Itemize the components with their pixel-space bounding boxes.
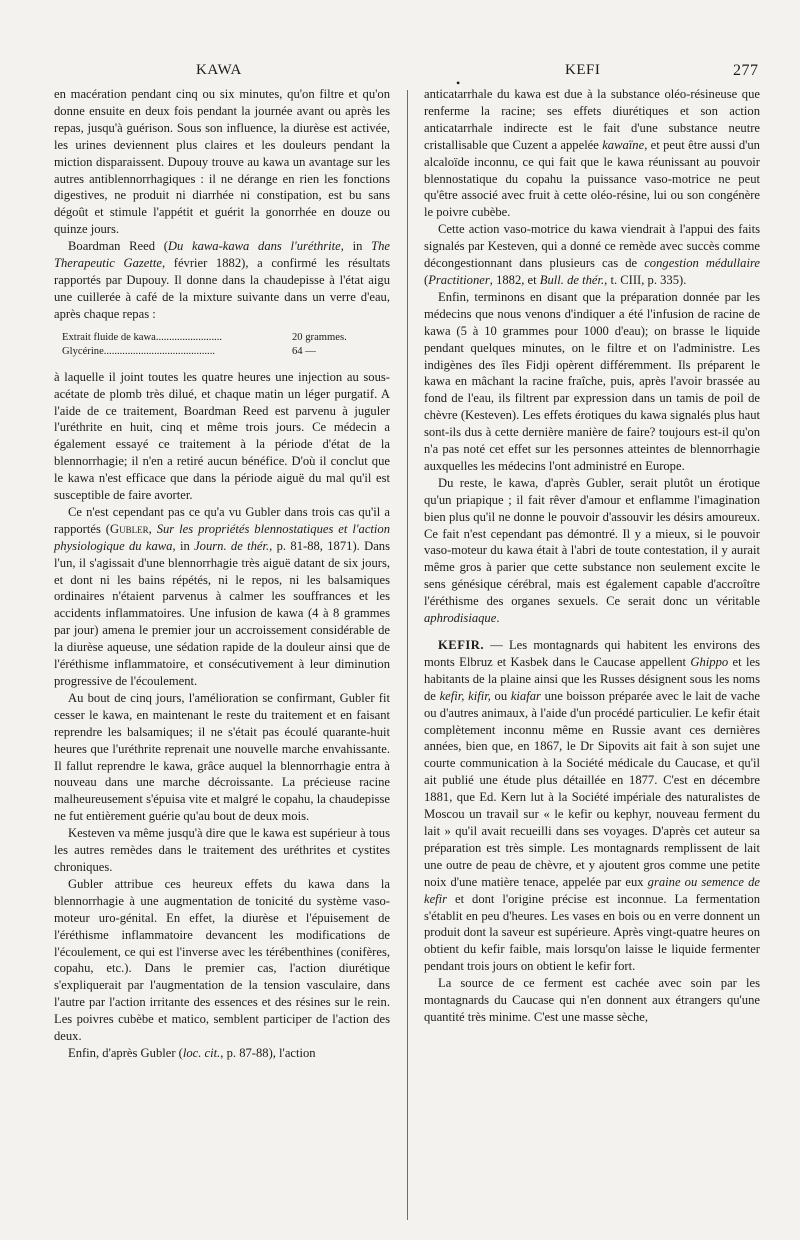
kefir-entry: KEFIR. — Les montagnards qui habitent les environs des monts Elbruz et Kasbek dans le Caucase appellent Ghippo et les habitants de la plaine ainsi que les Russes désignent sous les noms de kefir, kifir, ou kiafar une boisson préparée avec le lait de vache ou d'autres animaux, à l'aide d'un procédé particulier. Le kefir était complètement inconnu même en Russie avant ces dernières années, bien que, en 1867, le Dr Sipovits ait fait à son sujet une courte communication à la Société médicale du Caucase, et qu'il ait publié une étude plus détaillée en 1877. C'est en décembre 1881, que Ed. Kern lut à la Société impériale des naturalistes de Moscou un travail sur « le kefir ou kephyr, nouveau ferment du lait » qu'il avait recueilli dans ses voyages. D'après cet auteur sa préparation est très simple. Les montagnards remplissent de lait une outre de peau de chèvre, et y ajoutent gros comme une petite noix d'une matière tenace, appelée par eux graine ou semence de kefir et dont l'origine précise est inconnue. La fermentation s'établit en peu d'heures. Les vases en bois ou en verre donnent un produit dont la saveur est supérieure. Après vingt-quatre heures on obtient du kefir faible, mais lorsqu'on laisse le liquide fermenter pendant trois jours on obtient le kefir fort. xyxy=(424,638,760,974)
paragraph: Cette action vaso-motrice du kawa viendrait à l'appui des faits signalés par Kesteven, qui a donné ce remède avec succès comme décongestionnant dans plusieurs cas de congestion médullaire (Practitioner, 1882, et Bull. de thér., t. CIII, p. 335). xyxy=(424,222,760,287)
paragraph: Kesteven va même jusqu'à dire que le kawa est supérieur à tous les autres remèdes dans le traitement des uréthrites et cystites chroniques. xyxy=(54,826,390,874)
right-column xyxy=(424,86,760,1026)
paragraph: Au bout de cinq jours, l'amélioration se confirmant, Gubler fit cesser le kawa, en maintenant le reste du traitement et en faisant reprendre les balsamiques; il ne s'était pas écoulé quarante-huit heures que l'uréthrite reprenait une nouvelle marche envahissante. Il fallut reprendre le kawa, grâce auquel la blennorrhagie entra à nouveau dans une marche décroissante. La précieuse racine malheureusement s'épuisa vite et malgré le copahu, la chaudepisse ne fut entièrement guérie qu'au bout de deux mois. xyxy=(54,690,390,824)
formula-item: Glycérine.......................................... xyxy=(62,345,215,357)
formula-item: Extrait fluide de kawa......................... xyxy=(62,331,223,343)
paragraph: Enfin, d'après Gubler (loc. cit., p. 87-88), l'action xyxy=(68,1045,316,1060)
paragraph: à laquelle il joint toutes les quatre heures une injection au sous-acétate de plomb très dilué, et chaque matin un léger purgatif. A l'aide de ce traitement, Boardman Reed est parvenu à juguler l'uréthrite en huit, cinq et même trois jours. Ce médecin a également essayé ce traitement à la période d'état de la blennorrhagie; il n'en a retiré aucun bénéfice. D'où il conclut que le kawa n'est efficace que dans la période aiguë du mal qu'il est susceptible de faire avorter. xyxy=(54,369,390,503)
section-gap xyxy=(424,627,760,637)
paragraph: Ce n'est cependant pas ce qu'a vu Gubler dans trois cas qu'il a rapportés (Gubler, Sur les propriétés blennostatiques et l'action physiologique du kawa, in Journ. de thér., p. 81-88, 1871). Dans l'un, il s'agissait d'une blennorrhagie très aiguë datant de six jours, et dont ni les bains répétés, ni le repos, ni les balsamiques ordinaires n'étaient parvenus à calmer les souffrances et les accidents inflammatoires. Une infusion de kawa (4 à 8 grammes par jour) amena le premier jour un accroissement considérable de la diurèse aqueuse, une sédation rapide de la douleur ainsi que de l'éréthisme inflammatoire, et consécutivement à leur diminution progressive de l'écoulement. xyxy=(54,504,390,688)
paragraph: Enfin, terminons en disant que la préparation donnée par les médecins que nous venons d'indiquer a été l'infusion de racine de kawa (5 à 10 grammes pour 1000 d'eau); on brasse le liquide pendant quelques minutes, on le filtre et on l'administre. Les indigènes des îles Fidji opèrent différemment. Ils préparent le kawa en mâchant la racine fraîche, puis, après l'avoir brassée au fond de l'eau, ils filtrent par expression dans un tamis de poil de chèvre (Kesteven). Les effets érotiques du kawa signalés plus haut sont-ils dus à cette dernière manière de faire? toujours est-il qu'on n'a pas noté cet effet sur les personnes atteintes de blennorrhagie auxquelles les médecins l'ont administré en Europe. xyxy=(424,289,760,473)
printer-mark: • xyxy=(456,76,461,90)
formula-quantity: 20 grammes. xyxy=(292,331,347,343)
running-head-left: KAWA xyxy=(196,62,242,78)
paragraph: Du reste, le kawa, d'après Gubler, serait plutôt un érotique qu'un priapique ; il fait rêver d'amour et enflamme l'imagination bien plus qu'il ne donne le pouvoir d'assouvir les désirs amoureux. Ce fait n'est cependant pas démontré. Il y a mieux, si le pouvoir vaso-moteur du kawa était à l'abri de toute contestation, il y aurait même gros à parier que cette substance non seulement excite le sens génésique cérébral, mais est également capable d'accroître l'éréthisme des organes sexuels. Ce serait donc un véritable aphrodisiaque. xyxy=(424,475,760,626)
left-column xyxy=(54,86,390,1062)
page-number: 277 xyxy=(733,62,759,79)
paragraph: Gubler attribue ces heureux effets du kawa dans la blennorrhagie à une augmentation de tonicité du système vaso-moteur uro-génital. En effet, la diurèse et l'épuisement de l'éréthisme inflammatoire devancent les modifications de l'écoulement, ce qui est l'inverse avec les térébenthines (conifères, copahu, etc.). Dans le premier cas, l'action diurétique s'expliquerait par l'augmentation de la tension vasculaire, dans l'autre par l'action irritante des essences et des résines sur le rein. Les poivres cubèbe et matico, semblent participer de l'action des deux. xyxy=(54,876,390,1044)
entry-heading: KEFIR. xyxy=(438,638,485,652)
prescription-formula xyxy=(62,331,390,359)
formula-row xyxy=(62,331,390,345)
paragraph: La source de ce ferment est cachée avec soin par les montagnards du Caucase qui n'en donnent aux étrangers qu'une quantité très minime. C'est une masse sèche, xyxy=(424,976,760,1024)
paragraph: en macération pendant cinq ou six minutes, qu'on filtre et qu'on donne ensuite en deux fois pendant la journée avant ou après les repas, jusqu'à guérison. Sous son influence, la diurèse est activée, les urines deviennent plus claires et les douleurs pendant la miction disparaissent. Dupouy trouve au kawa un avantage sur les autres antiblennorrhagiques : il ne dérange en rien les fonctions digestives, ne produit ni diarrhée ni constipation, est bu sans dégoût et stimule l'appétit et guérit la gonorrhée en douze ou quinze jours. xyxy=(54,87,390,237)
formula-quantity: 64 — xyxy=(292,345,316,357)
running-head-middle: KEFI xyxy=(565,62,601,78)
paragraph: anticatarrhale du kawa est due à la substance oléo-résineuse que renferme la racine; ses effets diurétiques et son action anticatarrhale indirecte est le fait d'une substance neutre cristallisable que Cuzent a appelée kawaïne, et peut être aussi d'un alcaloïde inconnu, ce qui fait que le kawa réunissant au pouvoir blennostatique du copahu la puissance vaso-motrice ne peut qu'être associé avec fruit à cette oléo-résine, lui ou son congénère le poivre cubèbe. xyxy=(424,87,760,220)
column-divider xyxy=(407,90,408,1220)
paragraph: Boardman Reed (Du kawa-kawa dans l'uréthrite, in The Therapeutic Gazette, février 1882), a confirmé les résultats rapportés par Dupouy. Il donne dans la chaudepisse à l'état aigu une cuillerée à café de la mixture suivante dans un verre d'eau, après chaque repas : xyxy=(54,239,390,321)
formula-row xyxy=(62,345,390,359)
